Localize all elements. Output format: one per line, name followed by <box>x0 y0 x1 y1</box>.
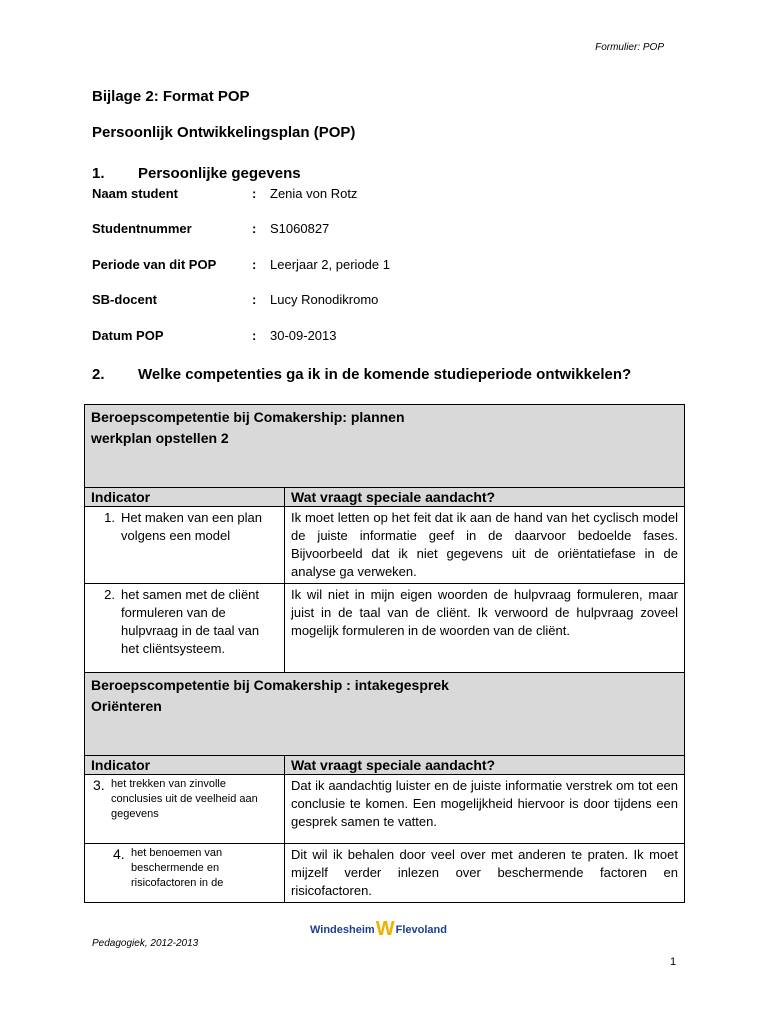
page-number: 1 <box>670 956 677 968</box>
section-2-title: Welke competenties ga ik in de komende studieperiode ontwikkelen? <box>138 366 632 383</box>
section-2-number: 2. <box>92 366 105 383</box>
field-label: Periode van dit POP <box>92 257 217 272</box>
logo-mark-icon: W <box>375 918 395 940</box>
indicator-text: het samen met de cliënt formuleren van de hulpvraag in de taal van het cliëntsysteem. <box>121 587 260 656</box>
field-value: Zenia von Rotz <box>270 186 358 201</box>
indicator-cell <box>85 507 285 584</box>
attention-column-header: Wat vraagt speciale aandacht? <box>285 756 685 775</box>
indicator-number: 3. <box>93 777 105 793</box>
indicator-text: Het maken van een plan volgens een model <box>121 510 262 543</box>
page-footer: Pedagogiek, 2012-2013 <box>92 938 199 949</box>
indicator-number: 1. <box>104 510 115 525</box>
competency-table <box>84 404 685 903</box>
table-row <box>85 775 685 844</box>
field-value: Leerjaar 2, periode 1 <box>270 257 390 272</box>
field-label: Datum POP <box>92 328 164 343</box>
indicator-text: het benoemen van beschermende en risicofactoren in de <box>131 847 224 889</box>
competency-title: Beroepscompetentie bij Comakership: plannen <box>91 409 405 425</box>
bijlage-title: Bijlage 2: Format POP <box>92 88 250 105</box>
field-label: SB-docent <box>92 292 157 307</box>
indicator-column-header: Indicator <box>85 488 285 507</box>
field-value: Lucy Ronodikromo <box>270 292 379 307</box>
competency-title: Beroepscompetentie bij Comakership : intakegesprek <box>91 677 449 693</box>
section-1-title: Persoonlijke gegevens <box>138 165 301 182</box>
attention-cell: Dit wil ik behalen door veel over met anderen te praten. Ik moet mijzelf verder inlezen over beschermende factoren en risicofactoren. <box>285 844 685 903</box>
page-header: Formulier: POP <box>595 42 664 53</box>
competency-header <box>85 405 685 488</box>
field-value: S1060827 <box>270 221 330 236</box>
attention-cell: Ik moet letten op het feit dat ik aan de hand van het cyclisch model de juiste informatie geef in de daarvoor bedoelde fases. Bijvoorbeeld dat ik niet gegevens uit de oriëntatiefase in de analyse ga verweken. <box>285 507 685 584</box>
table-row <box>85 844 685 903</box>
indicator-number: 4. <box>113 846 125 862</box>
indicator-cell <box>85 584 285 673</box>
table-row <box>85 507 685 584</box>
section-1-number: 1. <box>92 165 105 182</box>
section-2-heading <box>92 366 631 383</box>
attention-cell: Dat ik aandachtig luister en de juiste informatie verstrek om tot een conclusie te komen. Een mogelijkheid hiervoor is door tijdens een gesprek samen te vatten. <box>285 775 685 844</box>
field-label: Naam student <box>92 186 178 201</box>
field-colon: : <box>252 328 257 343</box>
competency-subtitle: werkplan opstellen 2 <box>91 430 229 446</box>
logo-right-text: Flevoland <box>395 924 447 936</box>
field-colon: : <box>252 292 257 307</box>
attention-column-header: Wat vraagt speciale aandacht? <box>285 488 685 507</box>
competency-header <box>85 673 685 756</box>
field-label: Studentnummer <box>92 221 192 236</box>
logo-left-text: Windesheim <box>310 924 375 936</box>
indicator-number: 2. <box>104 587 115 602</box>
field-colon: : <box>252 257 257 272</box>
field-value: 30-09-2013 <box>270 328 337 343</box>
table-row <box>85 584 685 673</box>
field-colon: : <box>252 186 257 201</box>
attention-cell: Ik wil niet in mijn eigen woorden de hulpvraag formuleren, maar juist in de taal van de cliënt. Ik verwoord de hulpvraag zoveel mogelijk formuleren in de woorden van de cliënt. <box>285 584 685 673</box>
indicator-cell <box>85 775 285 844</box>
indicator-column-header: Indicator <box>85 756 285 775</box>
competency-subtitle: Oriënteren <box>91 698 162 714</box>
indicator-cell <box>85 844 285 903</box>
document-subtitle: Persoonlijk Ontwikkelingsplan (POP) <box>92 124 356 141</box>
indicator-text: het trekken van zinvolle conclusies uit de veelheid aan gegevens <box>111 778 258 820</box>
section-1-heading <box>92 165 301 182</box>
windesheim-logo <box>310 918 447 941</box>
field-colon: : <box>252 221 257 236</box>
